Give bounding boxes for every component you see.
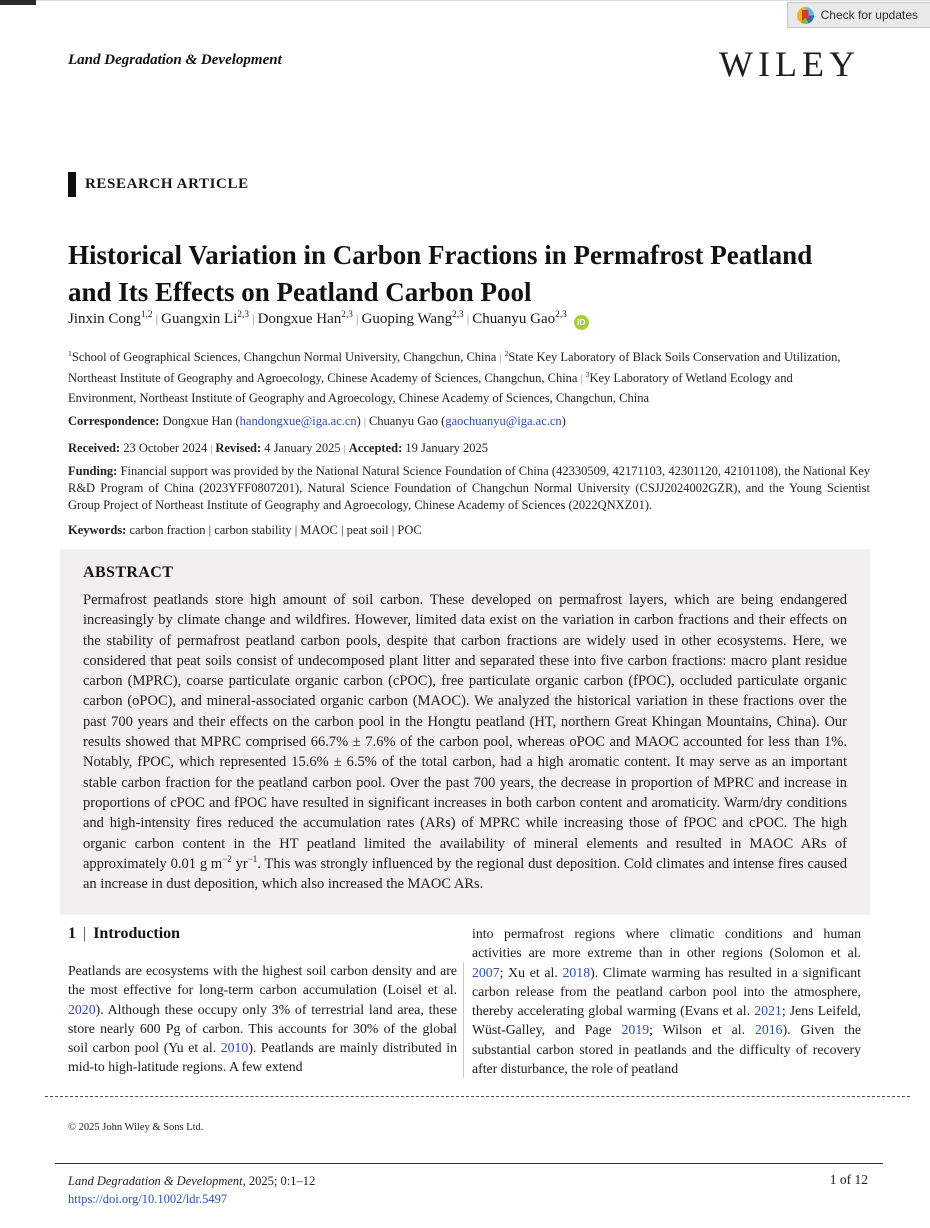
- text-segment: |: [363, 417, 366, 428]
- inline-link[interactable]: 2019: [621, 1022, 650, 1038]
- doi-link[interactable]: https://doi.org/10.1002/ldr.5497: [68, 1192, 228, 1206]
- article-type-bar: [68, 172, 76, 197]
- scan-corner-mark: [0, 0, 36, 5]
- text-segment: ). Although these occupy only 3% of terrestrial land area, these store nearly 600 Pg of carbon. This accounts for 30% of the global soil carbon pool (Yu et al.: [68, 1001, 457, 1056]
- superscript: 2,3: [341, 310, 353, 320]
- text-segment: Financial support was provided by the National Natural Science Foundation of China (42330509, 42171103, 42301120, 42101108), the National Key R&D Program of China (2023YFF0807201), Natural Science Foundation of Changchun Normal University (CSJJ2024002GZR), and the Young Scientist Group Project of Northeast Institute of Geography and Agroecology, Chinese Academy of Sciences (2022QNXZ01).: [68, 464, 870, 512]
- text-segment: |: [252, 312, 255, 326]
- text-segment: 4 January 2025: [264, 441, 341, 455]
- keywords-line: [68, 523, 864, 538]
- text-segment: |: [83, 925, 87, 942]
- text-segment: ). Given the substantial carbon stored in peatlands and the difficulty of recovery after disturbance, the role of peatland: [472, 1022, 862, 1077]
- inline-link[interactable]: 2016: [754, 1022, 783, 1038]
- text-segment: Guoping Wang: [361, 311, 453, 327]
- footer-rule: [55, 1163, 883, 1164]
- article-type-label: RESEARCH ARTICLE: [85, 176, 249, 192]
- text-segment: . This was strongly influenced by the regional dust deposition. Cold climates and intense fires caused an increase in dust deposition, which also increased the MAOC ARs.: [83, 855, 847, 893]
- check-for-updates-label: Check for updates: [820, 8, 918, 22]
- text-segment: Chuanyu Gao (: [368, 414, 446, 428]
- text-segment: 19 January 2025: [405, 441, 488, 455]
- text-segment: |: [155, 312, 159, 326]
- inline-link[interactable]: 2010: [220, 1040, 249, 1056]
- text-segment: Funding:: [68, 464, 121, 478]
- section-heading-introduction: [68, 925, 180, 943]
- superscript: −2: [222, 854, 232, 865]
- abstract-text: [83, 590, 847, 894]
- text-segment: Accepted:: [348, 441, 406, 455]
- footer-citation: [68, 1172, 315, 1208]
- text-segment: Received:: [68, 441, 124, 455]
- text-segment: ). Climate warming has resulted in a significant carbon release from the peatland carbon pool into the atmosphere, thereby accelerating global warming (Evans et al.: [472, 964, 861, 1019]
- text-segment: Dongxue Han: [257, 311, 342, 327]
- text-segment: ). Peatlands are mainly distributed in mid-to high-latitude regions. A few extend: [68, 1040, 457, 1075]
- check-for-updates-button[interactable]: [787, 2, 930, 28]
- text-segment: ; Wilson et al.: [649, 1022, 755, 1038]
- text-segment: Guangxin Li: [161, 311, 238, 327]
- text-segment: |: [343, 444, 346, 455]
- superscript: 2,3: [237, 310, 249, 320]
- footer-journal-line: [68, 1174, 315, 1188]
- text-segment: School of Geographical Sciences, Changchun Normal University, Changchun, China: [71, 350, 497, 364]
- funding-statement: [68, 463, 870, 513]
- page-number-indicator: 1 of 12: [829, 1172, 868, 1187]
- abstract-heading: ABSTRACT: [83, 564, 174, 581]
- authors-line: [68, 311, 868, 330]
- dotted-separator: [45, 1096, 910, 1097]
- inline-link[interactable]: 2007: [472, 964, 500, 980]
- text-segment: |: [210, 444, 213, 455]
- text-segment: Correspondence:: [68, 414, 163, 428]
- text-segment: Dongxue Han (: [162, 414, 240, 428]
- correspondence-line: [68, 414, 864, 429]
- text-segment: 23 October 2024: [123, 441, 208, 455]
- superscript: 1,2: [140, 310, 153, 320]
- text-segment: Keywords:: [68, 523, 130, 537]
- text-segment: Introduction: [93, 925, 181, 942]
- inline-link[interactable]: gaochuanyu@iga.ac.cn: [445, 414, 562, 428]
- text-segment: |: [580, 373, 583, 385]
- inline-link[interactable]: 2020: [68, 1001, 96, 1017]
- text-segment: carbon fraction | carbon stability | MAOC | peat soil | POC: [129, 523, 422, 537]
- intro-paragraph-left-column: [68, 961, 457, 1077]
- text-segment: ; Xu et al.: [499, 964, 563, 980]
- text-segment: |: [466, 312, 470, 326]
- superscript: −1: [247, 854, 258, 865]
- journal-name: Land Degradation & Development: [68, 52, 282, 68]
- column-divider: [463, 962, 464, 1078]
- text-segment: Peatlands are ecosystems with the highest soil carbon density and are the most effective for long-term carbon accumulation (Loisel et al.: [68, 963, 457, 998]
- article-type-banner: [68, 172, 249, 197]
- text-segment: |: [355, 312, 359, 326]
- inline-link[interactable]: handongxue@iga.ac.cn: [239, 414, 357, 428]
- affiliations: [68, 348, 864, 408]
- crossmark-icon: [797, 7, 814, 24]
- intro-paragraph-right-column: [472, 924, 861, 1078]
- text-segment: |: [499, 353, 502, 364]
- text-segment: ): [356, 414, 361, 428]
- superscript: 3: [585, 369, 590, 379]
- superscript: 2,3: [555, 310, 567, 320]
- article-title: Historical Variation in Carbon Fractions in Permafrost Peatland and Its Effects on Peatland Carbon Pool: [68, 240, 813, 307]
- text-segment: Chuanyu Gao: [472, 311, 556, 327]
- text-segment: , 2025; 0:1–12: [242, 1174, 316, 1188]
- text-segment: Jinxin Cong: [68, 311, 141, 327]
- copyright-notice: © 2025 John Wiley & Sons Ltd.: [68, 1122, 204, 1133]
- text-segment: ): [561, 414, 566, 428]
- superscript: 2,3: [452, 310, 464, 320]
- text-segment: State Key Laboratory of Black Soils Conservation and Utilization, Northeast Institute of Geography and Agroecology, Chinese Academy of Sciences, Changchun, China: [68, 350, 841, 385]
- text-segment: Revised:: [215, 441, 265, 455]
- inline-link[interactable]: 2018: [562, 964, 591, 980]
- text-segment: ; Jens Leifeld, Wüst-Galley, and Page: [472, 1003, 861, 1038]
- footer: [68, 1172, 868, 1208]
- superscript: 2: [504, 348, 509, 358]
- text-segment: Key Laboratory of Wetland Ecology and Environment, Northeast Institute of Geography and Agroecology, Chinese Academy of Sciences, Changchun, China: [68, 370, 793, 405]
- abstract-section: [60, 549, 870, 915]
- text-segment: Land Degradation & Development: [68, 1174, 243, 1188]
- superscript: 1: [68, 348, 72, 358]
- inline-link[interactable]: 2021: [754, 1003, 782, 1019]
- text-segment: 1: [68, 925, 76, 942]
- orcid-icon[interactable]: iD: [574, 315, 589, 330]
- history-dates-line: [68, 441, 864, 456]
- text-segment: into permafrost regions where climatic conditions and human activities are more extreme than in other regions (Solomon et al.: [472, 926, 861, 961]
- wiley-logo: WILEY: [719, 44, 860, 84]
- text-segment: Permafrost peatlands store high amount of soil carbon. These developed on permafrost layers, which are being endangered increasingly by climate change and wildfires. However, limited data exist on the variation in carbon fractions and their effects on the stability of permafrost peatland carbon pools, despite that carbon fractions are widely used in other ecosystems. Here, we considered that peat soils consist of undecomposed plant litter and separated these into five carbon fractions: macro plant residue carbon (MPRC), coarse particulate organic carbon (cPOC), free particulate organic carbon (fPOC), occluded particulate organic carbon (oPOC), and mineral-associated organic carbon (MAOC). We analyzed the historical variation in these fractions over the past 700 years and their effects on the carbon pool in the Hongtu peatland (HT, northern Great Khingan Mountains, China). Our results showed that MPRC comprised 66.7% ± 7.6% of the carbon pool, whereas oPOC and MAOC accounted for less than 1%. Notably, fPOC, which represented 15.6% ± 6.5% of the total carbon, had a high aromatic content. It may serve as an important stable carbon fraction for the peatland carbon pool. Over the past 700 years, the decrease in proportion of MPRC and increase in proportions of cPOC and fPOC have resulted in significant increases in both carbon content and aromaticity. Warm/dry conditions and high-intensity fires reduced the accumulation rates (ARs) of MPRC while increasing those of fPOC and cPOC. The high organic carbon content in the HT peatland limited the availability of mineral elements and resulted in MAOC ARs of approximately 0.01 g m: [83, 592, 847, 872]
- text-segment: yr: [231, 855, 248, 872]
- page-top-edge: [0, 0, 930, 1]
